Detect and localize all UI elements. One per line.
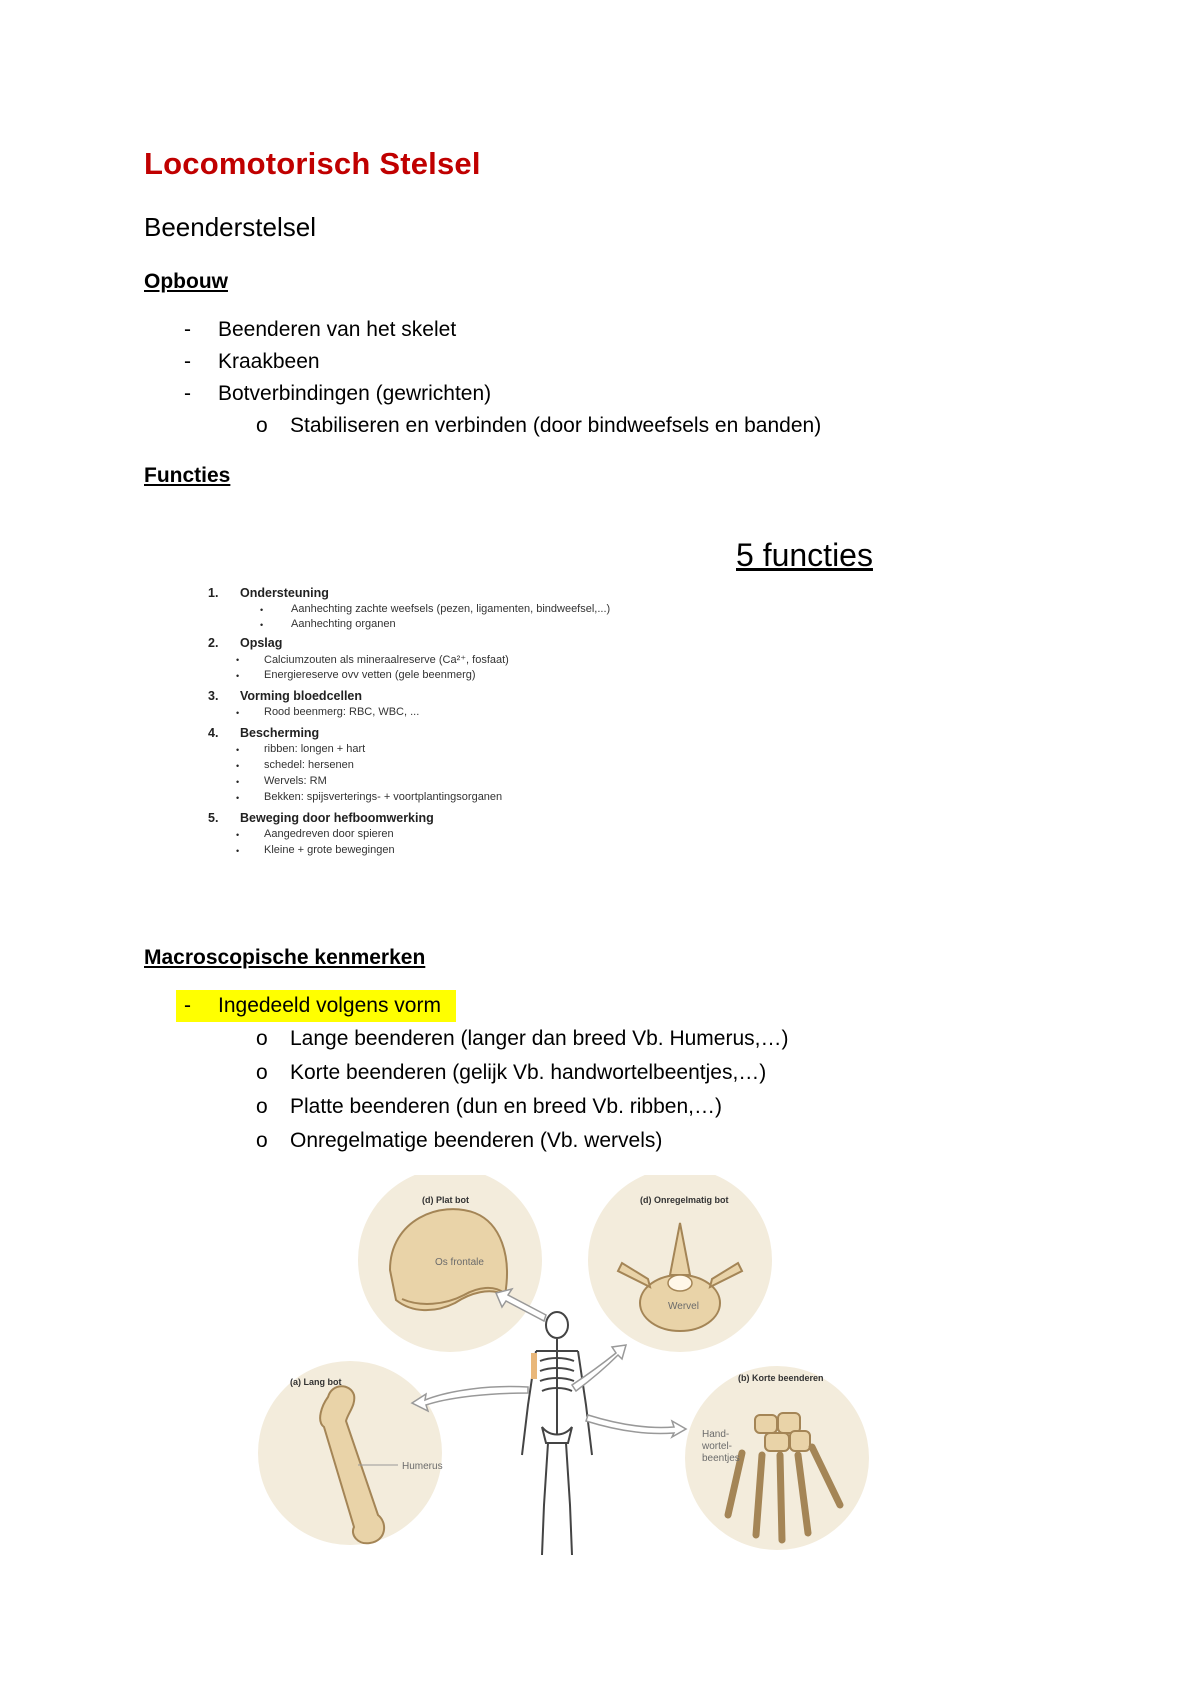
- long-bone-caption: (a) Lang bot: [290, 1377, 342, 1387]
- dot-bullet: •: [236, 655, 240, 665]
- short-bones-caption: (b) Korte beenderen: [738, 1373, 824, 1383]
- humerus-highlight: [531, 1353, 537, 1379]
- function-detail: Wervels: RM: [264, 775, 327, 787]
- function-number: 1.: [208, 586, 219, 600]
- dot-bullet: •: [236, 793, 240, 803]
- list-subitem-text: Platte beenderen (dun en breed Vb. ribben,…): [290, 1095, 722, 1118]
- list-subitem: [0, 1091, 1200, 1125]
- circle-bullet: o: [256, 1027, 268, 1050]
- function-title: Beweging door hefboomwerking: [240, 811, 434, 825]
- function-detail: Aanhechting zachte weefsels (pezen, ligamenten, bindweefsel,...): [291, 603, 611, 615]
- function-detail: Calciumzouten als mineraalreserve (Ca²⁺, fosfaat): [264, 654, 509, 666]
- skeleton-icon: [522, 1312, 592, 1555]
- function-number: 2.: [208, 636, 219, 650]
- bone-types-figure: [250, 1175, 870, 1565]
- dot-bullet: •: [236, 671, 240, 681]
- long-bone-part-label: Humerus: [402, 1461, 443, 1472]
- function-detail: Rood beenmerg: RBC, WBC, ...: [264, 706, 420, 718]
- list-item-text: Kraakbeen: [218, 350, 320, 373]
- heading-functies: Functies: [144, 464, 231, 487]
- function-detail: Energiereserve ovv vetten (gele beenmerg): [264, 669, 476, 681]
- list-subitem: [0, 1057, 1200, 1091]
- dash-bullet: -: [184, 382, 191, 405]
- circle-bullet: o: [256, 1095, 268, 1118]
- arrow-to-short-bones-icon: [586, 1415, 686, 1437]
- short-bones-part-label: wortel-: [702, 1441, 733, 1452]
- heading-opbouw: Opbouw: [144, 270, 228, 293]
- function-number: 5.: [208, 811, 219, 825]
- dot-bullet: •: [260, 605, 264, 615]
- list-item-text: Botverbindingen (gewrichten): [218, 382, 492, 405]
- circle-bullet: o: [256, 1061, 268, 1084]
- list-subitem-text: Korte beenderen (gelijk Vb. handwortelbeentjes,…): [290, 1061, 767, 1084]
- document-title: Locomotorisch Stelsel: [144, 146, 481, 181]
- function-detail: ribben: longen + hart: [264, 743, 366, 755]
- circle-bullet: o: [256, 1129, 268, 1152]
- dot-bullet: •: [236, 761, 240, 771]
- list-subitem-text: Stabiliseren en verbinden (door bindweefsels en banden): [290, 414, 822, 437]
- short-bones-part-label: beentjes: [702, 1453, 740, 1464]
- function-title: Bescherming: [240, 726, 320, 740]
- list-item-text: Beenderen van het skelet: [218, 318, 457, 341]
- dot-bullet: •: [236, 777, 240, 787]
- figure-title-5-functies: 5 functies: [736, 537, 873, 573]
- function-number: 3.: [208, 689, 219, 703]
- dot-bullet: •: [260, 620, 264, 630]
- function-number: 4.: [208, 726, 219, 740]
- dash-bullet: -: [184, 350, 191, 373]
- dot-bullet: •: [236, 846, 240, 856]
- function-detail: Kleine + grote bewegingen: [264, 844, 395, 856]
- function-detail: Bekken: spijsverterings- + voortplantingsorganen: [264, 791, 503, 803]
- dash-bullet: -: [184, 318, 191, 341]
- irregular-bone-caption: (d) Onregelmatig bot: [640, 1195, 729, 1205]
- function-title: Vorming bloedcellen: [240, 689, 363, 703]
- list-subitem-text: Lange beenderen (langer dan breed Vb. Humerus,…): [290, 1027, 789, 1050]
- list-item: [0, 990, 1200, 1022]
- heading-macroscopische-kenmerken: Macroscopische kenmerken: [144, 946, 426, 969]
- function-detail: schedel: hersenen: [264, 759, 354, 771]
- flat-bone-part-label: Os frontale: [435, 1257, 484, 1268]
- function-title: Ondersteuning: [240, 586, 329, 600]
- list-item-text: Ingedeeld volgens vorm: [218, 994, 441, 1017]
- dot-bullet: •: [236, 830, 240, 840]
- function-detail: Aanhechting organen: [291, 618, 396, 630]
- function-title: Opslag: [240, 636, 283, 650]
- flat-bone-caption: (d) Plat bot: [422, 1195, 469, 1205]
- function-detail: Aangedreven door spieren: [264, 828, 394, 840]
- list-subitem: [0, 1023, 1200, 1057]
- dash-bullet: -: [184, 994, 191, 1017]
- short-bones-part-label: Hand-: [702, 1429, 730, 1440]
- list-subitem: [0, 1125, 1200, 1159]
- circle-bullet: o: [256, 414, 268, 437]
- list-subitem-text: Onregelmatige beenderen (Vb. wervels): [290, 1129, 663, 1152]
- irregular-bone-part-label: Wervel: [668, 1301, 699, 1312]
- dot-bullet: •: [236, 745, 240, 755]
- dot-bullet: •: [236, 708, 240, 718]
- section-heading-beenderstelsel: Beenderstelsel: [144, 212, 316, 242]
